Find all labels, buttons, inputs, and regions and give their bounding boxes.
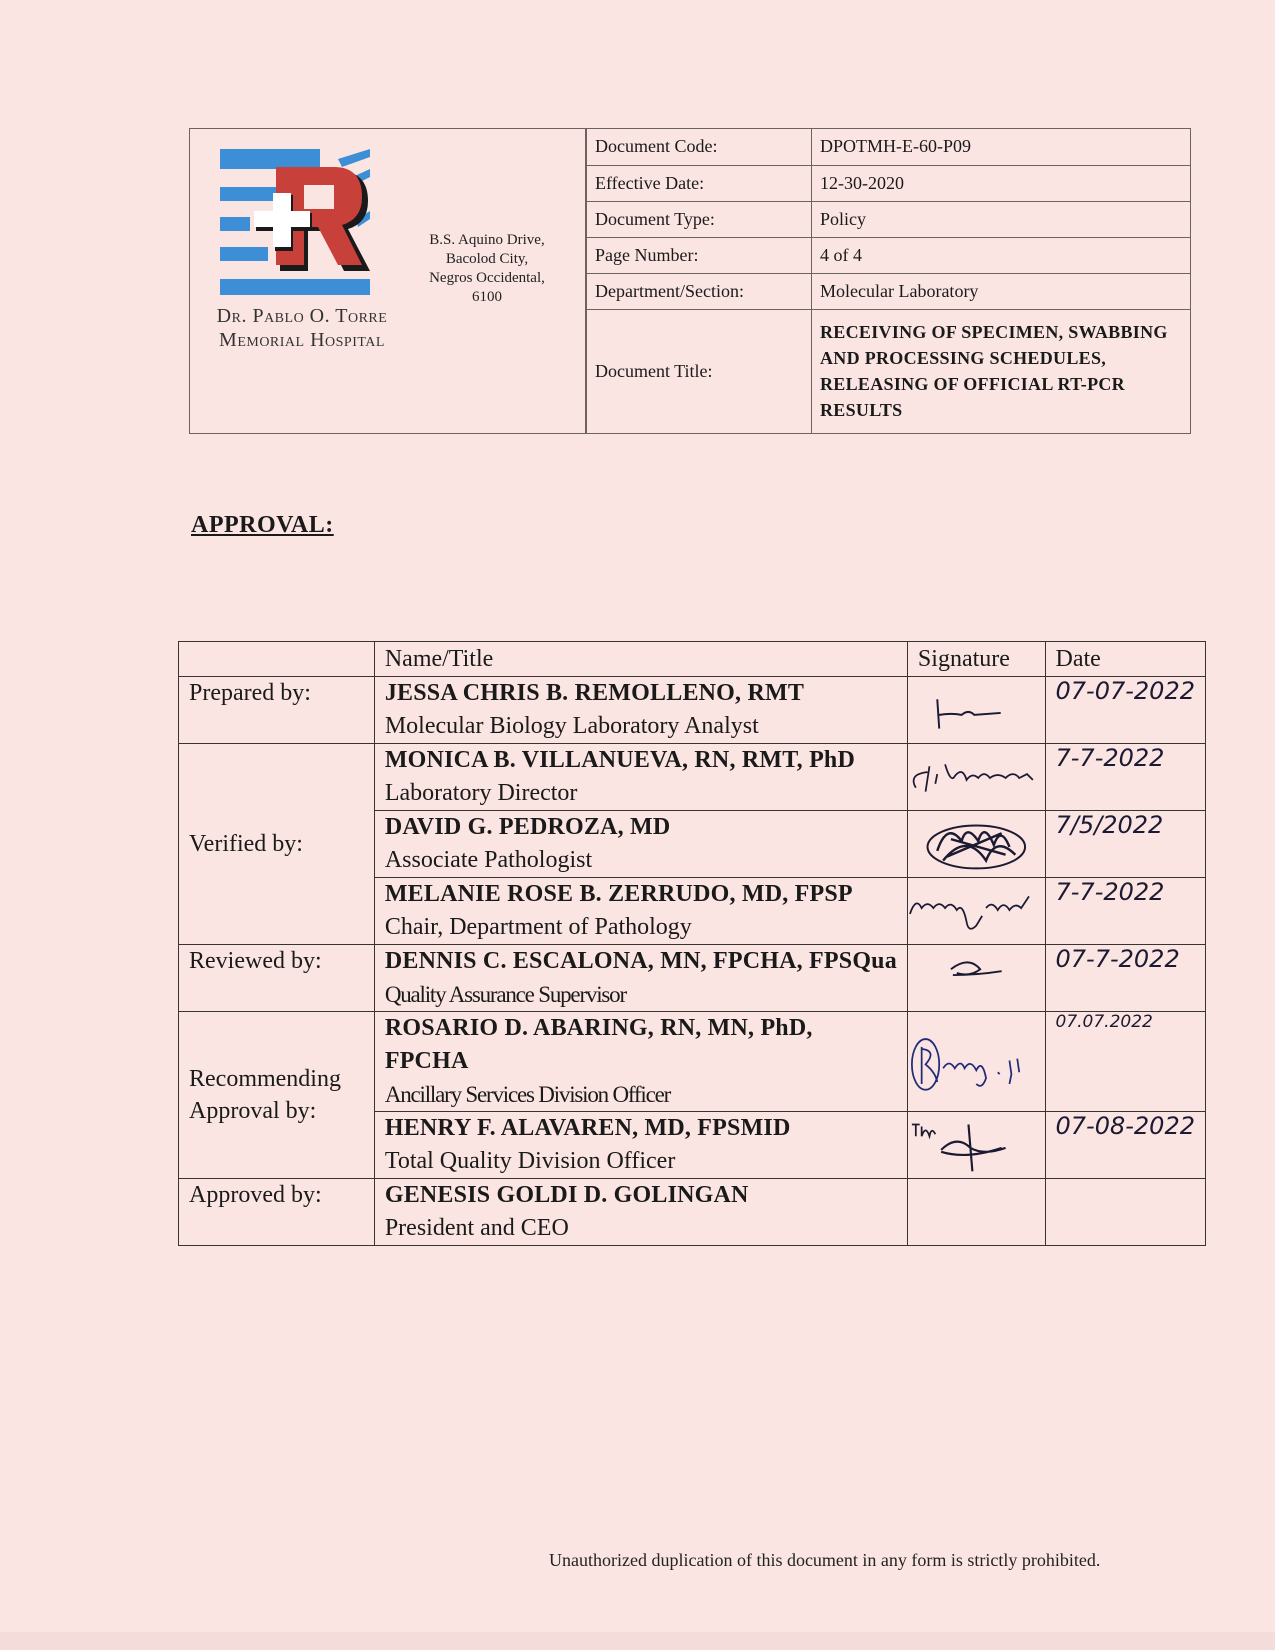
- person-title: Associate Pathologist: [384, 847, 593, 873]
- document-info-table: [586, 129, 1190, 433]
- person-name: MELANIE ROSE B. ZERRUDO, MD, FPSP: [384, 881, 853, 907]
- handwritten-signature-icon: [908, 1112, 1045, 1178]
- document-code-value: DPOTMH-E-60-P09: [812, 129, 1191, 165]
- page-number-label: Page Number:: [587, 237, 812, 273]
- signature-cell: [907, 1112, 1045, 1179]
- effective-date-label: Effective Date:: [587, 165, 812, 201]
- signature-column-header: Signature: [907, 642, 1045, 677]
- handwritten-signature-icon: [908, 677, 1045, 743]
- department-label: Department/Section:: [587, 273, 812, 309]
- document-code-label: Document Code:: [587, 129, 812, 165]
- person-name: DENNIS C. ESCALONA, MN, FPCHA, FPSQua: [384, 948, 897, 974]
- role-approved: Approved by:: [179, 1179, 375, 1246]
- hospital-name-line2: Memorial Hospital: [219, 329, 385, 351]
- address-line4: 6100: [472, 289, 502, 305]
- approval-heading: APPROVAL:: [191, 512, 334, 538]
- document-header: [189, 128, 1191, 434]
- date-column-header: Date: [1045, 642, 1206, 677]
- info-row: [587, 237, 1191, 273]
- person-cell: [374, 1179, 907, 1246]
- person-cell: [374, 945, 907, 1012]
- person-cell: [374, 677, 907, 744]
- info-row: [587, 129, 1191, 165]
- table-row: [179, 945, 1206, 1012]
- address-line3: Negros Occidental,: [429, 270, 545, 286]
- approval-header-row: [179, 642, 1206, 677]
- document-type-label: Document Type:: [587, 201, 812, 237]
- person-title: Quality Assurance Supervisor: [384, 982, 626, 1007]
- info-row: [587, 165, 1191, 201]
- document-type-value: Policy: [812, 201, 1191, 237]
- table-row: [179, 1179, 1206, 1246]
- table-row: [179, 744, 1206, 811]
- date-cell: 7-7-2022: [1045, 878, 1206, 945]
- effective-date-value: 12-30-2020: [812, 165, 1191, 201]
- person-title: Ancillary Services Division Officer: [384, 1082, 671, 1107]
- signature-cell: [907, 878, 1045, 945]
- person-name: DAVID G. PEDROZA, MD: [384, 814, 671, 840]
- handwritten-signature-icon: [908, 945, 1045, 1011]
- name-title-column-header: Name/Title: [374, 642, 907, 677]
- person-name: MONICA B. VILLANUEVA, RN, RMT, PhD: [384, 747, 856, 773]
- hospital-name-line1: Dr. Pablo O. Torre: [216, 305, 388, 327]
- person-name: GENESIS GOLDI D. GOLINGAN: [384, 1182, 749, 1208]
- date-cell: 7/5/2022: [1045, 811, 1206, 878]
- handwritten-signature-icon: [908, 1012, 1045, 1111]
- date-cell: 07-7-2022: [1045, 945, 1206, 1012]
- person-title: Total Quality Division Officer: [384, 1148, 676, 1174]
- hospital-address: [412, 231, 562, 307]
- hospital-branding: [190, 129, 586, 433]
- role-recommending-line2: Approval by:: [189, 1098, 317, 1124]
- role-prepared: Prepared by:: [179, 677, 375, 744]
- address-line2: Bacolod City,: [445, 251, 529, 267]
- handwritten-signature-icon: [908, 744, 1045, 810]
- person-title: Laboratory Director: [384, 780, 578, 806]
- person-cell: [374, 878, 907, 945]
- info-row: [587, 201, 1191, 237]
- signature-cell: [907, 1012, 1045, 1112]
- date-cell: 07-08-2022: [1045, 1112, 1206, 1179]
- approval-table: [178, 641, 1206, 1246]
- person-title: Chair, Department of Pathology: [384, 914, 692, 940]
- footer-notice: Unauthorized duplication of this document in any form is strictly prohibited.: [549, 1550, 1101, 1570]
- handwritten-signature-icon: [908, 811, 1045, 877]
- date-cell: [1045, 1179, 1206, 1246]
- info-row: [587, 273, 1191, 309]
- signature-cell: [907, 744, 1045, 811]
- document-title-value: RECEIVING OF SPECIMEN, SWABBING AND PROCESSING SCHEDULES, RELEASING OF OFFICIAL RT-PCR RESULTS: [812, 309, 1191, 433]
- date-cell: 07.07.2022: [1045, 1012, 1206, 1112]
- department-value: Molecular Laboratory: [812, 273, 1191, 309]
- role-recommending-line1: Recommending: [189, 1066, 341, 1092]
- hospital-name: [202, 304, 402, 352]
- table-row: [179, 1012, 1206, 1112]
- date-cell: 07-07-2022: [1045, 677, 1206, 744]
- role-reviewed: Reviewed by:: [179, 945, 375, 1012]
- person-title: Molecular Biology Laboratory Analyst: [384, 713, 759, 739]
- table-row: [179, 677, 1206, 744]
- document-title-label: Document Title:: [587, 309, 812, 433]
- page-edge: [0, 1632, 1275, 1650]
- signature-cell: [907, 945, 1045, 1012]
- signature-cell: [907, 677, 1045, 744]
- page-number-value: 4 of 4: [812, 237, 1191, 273]
- address-line1: B.S. Aquino Drive,: [429, 232, 545, 248]
- person-cell: [374, 1012, 907, 1112]
- person-cell: [374, 811, 907, 878]
- date-cell: 7-7-2022: [1045, 744, 1206, 811]
- info-row: [587, 309, 1191, 433]
- person-name: HENRY F. ALAVAREN, MD, FPSMID: [384, 1115, 791, 1141]
- role-verified: Verified by:: [179, 744, 375, 945]
- person-title: President and CEO: [384, 1215, 569, 1241]
- signature-cell: [907, 811, 1045, 878]
- handwritten-signature-icon: [908, 878, 1045, 944]
- hospital-logo-icon: [220, 149, 380, 299]
- role-column-header: [179, 642, 375, 677]
- person-name: ROSARIO D. ABARING, RN, MN, PhD, FPCHA: [384, 1015, 813, 1074]
- person-cell: [374, 1112, 907, 1179]
- person-cell: [374, 744, 907, 811]
- person-name: JESSA CHRIS B. REMOLLENO, RMT: [384, 680, 805, 706]
- role-recommending: [179, 1012, 375, 1179]
- signature-cell: [907, 1179, 1045, 1246]
